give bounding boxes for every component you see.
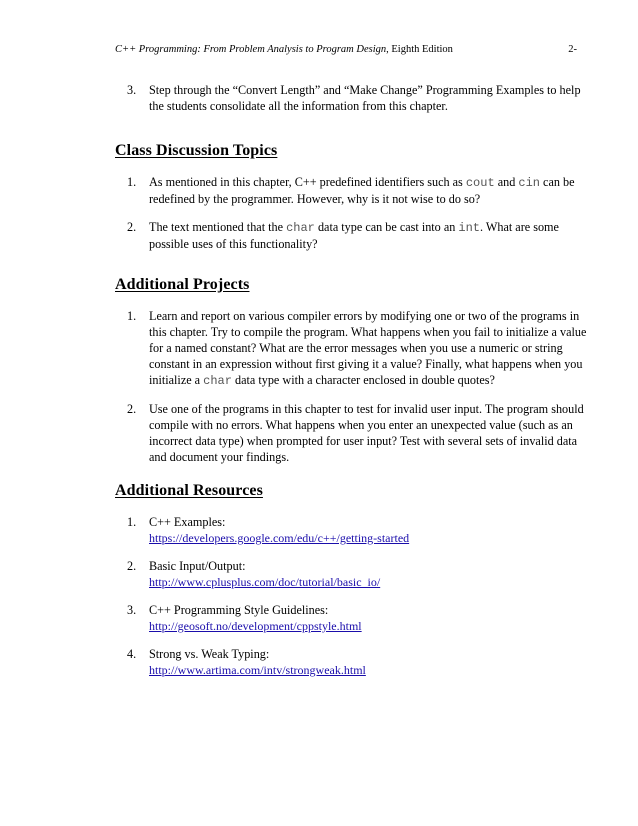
list-item: 4. Strong vs. Weak Typing: http://www.artima.com/intv/strongweak.html (127, 647, 366, 677)
edition: , Eighth Edition (386, 44, 453, 55)
list-item: 3. Step through the “Convert Length” and “Make Change” Programming Examples to help the students consolidate all the information from this chapter. (127, 83, 581, 113)
code-identifier: char (203, 374, 232, 388)
resource-link[interactable]: http://www.artima.com/intv/strongweak.html (149, 663, 366, 677)
list-item: 1. C++ Examples: https://developers.google.com/edu/c++/getting-started (127, 515, 410, 545)
projects-list (115, 308, 593, 477)
section-title-projects: Additional Projects (115, 276, 250, 293)
code-identifier: char (286, 221, 315, 235)
page-number: 2- (568, 44, 577, 55)
list-item: 2. Use one of the programs in this chapter to test for invalid user input. The program should compile with no errors. What happens when you enter an unexpected value (such as an incorrect data type) when prompted for user input? Test with several sets of invalid data and document your findings. (127, 402, 584, 464)
section-title-resources: Additional Resources (115, 482, 263, 499)
resource-label: Strong vs. Weak Typing: (149, 647, 270, 661)
list-item: 2. Basic Input/Output: http://www.cplusplus.com/doc/tutorial/basic_io/ (127, 559, 381, 589)
list-item: 3. C++ Programming Style Guidelines: http://geosoft.no/development/cppstyle.html (127, 603, 362, 633)
discussion-list (115, 174, 593, 264)
book-title: C++ Programming: From Problem Analysis to Program Design (115, 44, 387, 55)
resource-link[interactable]: http://www.cplusplus.com/doc/tutorial/basic_io/ (149, 575, 381, 589)
resource-label: Basic Input/Output: (149, 559, 246, 573)
resources-list (115, 514, 593, 690)
code-identifier: int (458, 221, 480, 235)
section-title-discussion: Class Discussion Topics (115, 142, 278, 159)
list-item: 1. As mentioned in this chapter, C++ predefined identifiers such as cout and cin can be redefined by the programmer. However, why is it not wise to do so? (127, 175, 575, 206)
intro-list (115, 82, 593, 126)
item-text: Step through the “Convert Length” and “Make Change” Programming Examples to help the students consolidate all the information from this chapter. (149, 83, 581, 113)
code-identifier: cout (465, 176, 495, 190)
resource-link[interactable]: http://geosoft.no/development/cppstyle.html (149, 619, 362, 633)
resource-label: C++ Programming Style Guidelines: (149, 603, 329, 617)
code-identifier: cin (518, 176, 540, 190)
resource-link[interactable]: https://developers.google.com/edu/c++/getting-started (149, 531, 410, 545)
resource-label: C++ Examples: (149, 515, 226, 529)
list-item: 1. Learn and report on various compiler errors by modifying one or two of the programs in this chapter. Try to compile the program. What happens when you fail to initialize a value for a named constant? What are the error messages when you use a numeric or string constant in an expression without first giving it a value? Finally, what happens when you initialize a char data type with a character enclosed in double quotes? (127, 309, 587, 388)
page-header (115, 44, 577, 55)
list-item: 2. The text mentioned that the char data type can be cast into an int. What are some possible uses of this functionality? (127, 220, 559, 251)
